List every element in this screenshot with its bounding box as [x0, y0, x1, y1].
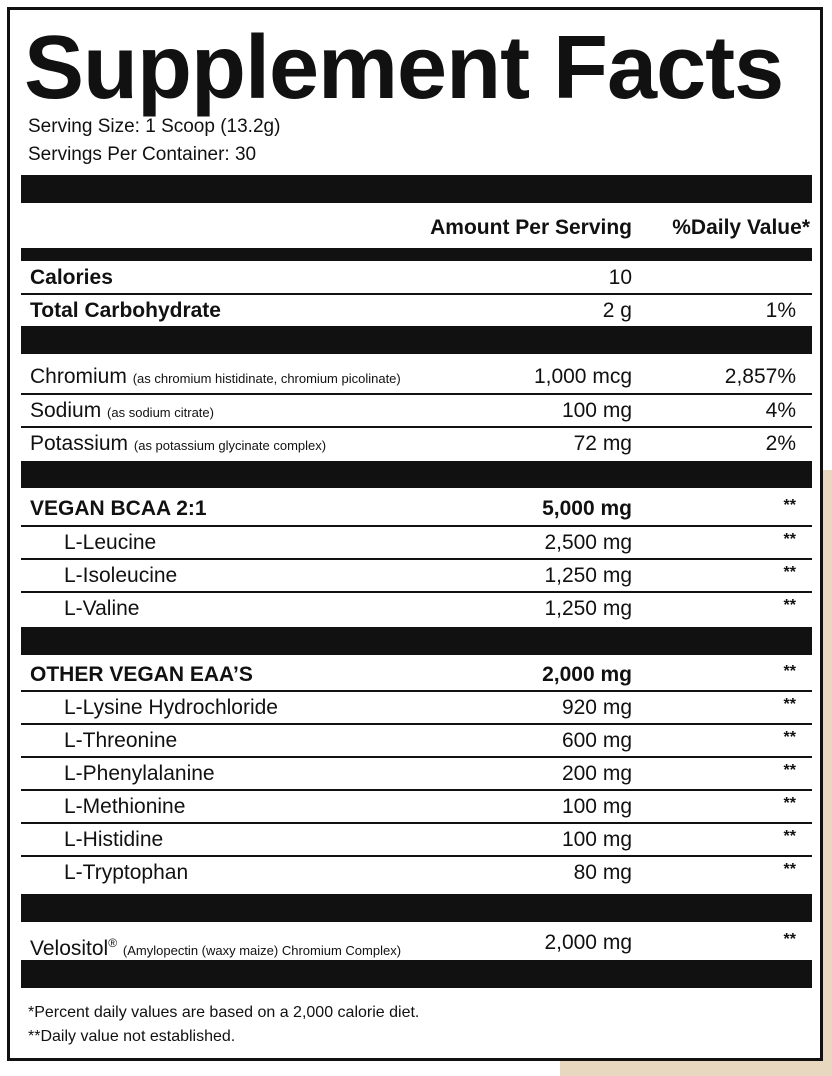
- ingredient-amount: 80 mg: [573, 861, 632, 884]
- nutrient-dv: 2,857%: [724, 365, 796, 388]
- daily-value-header: %Daily Value*: [672, 216, 810, 239]
- ingredient-row-threonine: [21, 726, 812, 756]
- ingredient-name: L-Isoleucine: [64, 564, 178, 587]
- ingredient-group-eaa: [21, 660, 812, 690]
- not-established-footnote: **Daily value not established.: [28, 1028, 236, 1045]
- ingredient-name: L-Lysine Hydrochloride: [64, 696, 278, 719]
- ingredient-row-tryptophan: [21, 858, 812, 888]
- nutrient-row-sodium: [21, 396, 812, 426]
- row-divider: [21, 822, 812, 824]
- thick-divider: [21, 461, 812, 488]
- registered-mark: ®: [108, 936, 118, 950]
- ingredient-name: L-Threonine: [64, 729, 178, 752]
- ingredient-amount: 2,000 mg: [542, 663, 632, 686]
- ingredient-amount: 1,250 mg: [544, 564, 632, 587]
- nutrient-dv: 1%: [765, 299, 796, 322]
- ingredient-amount: 100 mg: [561, 795, 632, 818]
- ingredient-name: OTHER VEGAN EAA’S: [30, 663, 253, 686]
- ingredient-name: L-Methionine: [64, 795, 186, 818]
- ingredient-row-isoleucine: [21, 561, 812, 591]
- amount-per-serving-header: Amount Per Serving: [430, 216, 632, 239]
- column-header: [21, 213, 812, 243]
- nutrient-row-carbohydrate: [21, 296, 812, 326]
- ingredient-dv: **: [783, 696, 796, 713]
- ingredient-dv: **: [783, 931, 796, 948]
- nutrient-name: Total Carbohydrate: [30, 299, 221, 322]
- servings-per-container: Servings Per Container: 30: [28, 144, 257, 165]
- serving-size: Serving Size: 1 Scoop (13.2g): [28, 116, 281, 137]
- nutrient-dv: 4%: [765, 399, 796, 422]
- row-divider: [21, 393, 812, 395]
- nutrient-name: Chromium (as chromium histidinate, chromium picolinate): [30, 365, 401, 388]
- ingredient-amount: 5,000 mg: [542, 497, 632, 520]
- thick-divider: [21, 326, 812, 354]
- ingredient-row-histidine: [21, 825, 812, 855]
- ingredient-dv: **: [783, 762, 796, 779]
- ingredient-dv: **: [783, 597, 796, 614]
- ingredient-row-velositol: [21, 928, 812, 958]
- ingredient-dv: **: [783, 729, 796, 746]
- nutrient-dv: 2%: [765, 432, 796, 455]
- daily-value-footnote: *Percent daily values are based on a 2,000 calorie diet.: [28, 1004, 420, 1021]
- thick-divider: [21, 175, 812, 203]
- nutrient-source-note: (as sodium citrate): [107, 405, 214, 420]
- ingredient-amount: 2,500 mg: [544, 531, 632, 554]
- ingredient-name: L-Valine: [64, 597, 140, 620]
- nutrient-amount: 2 g: [602, 299, 632, 322]
- nutrient-name: Sodium (as sodium citrate): [30, 399, 214, 422]
- ingredient-dv: **: [783, 861, 796, 878]
- ingredient-name: L-Histidine: [64, 828, 164, 851]
- ingredient-name: L-Tryptophan: [64, 861, 189, 884]
- row-divider: [21, 690, 812, 692]
- row-divider: [21, 756, 812, 758]
- ingredient-amount: 100 mg: [561, 828, 632, 851]
- nutrient-amount: 10: [608, 266, 632, 289]
- nutrient-row-calories: [21, 263, 812, 293]
- thick-divider: [21, 960, 812, 988]
- ingredient-amount: 1,250 mg: [544, 597, 632, 620]
- panel-title: Supplement Facts: [24, 18, 784, 118]
- ingredient-row-lysine: [21, 693, 812, 723]
- row-divider: [21, 558, 812, 560]
- ingredient-name: L-Leucine: [64, 531, 157, 554]
- row-divider: [21, 789, 812, 791]
- nutrient-row-chromium: [21, 362, 812, 392]
- ingredient-row-leucine: [21, 528, 812, 558]
- ingredient-row-methionine: [21, 792, 812, 822]
- row-divider: [21, 426, 812, 428]
- row-divider: [21, 525, 812, 527]
- ingredient-amount: 2,000 mg: [544, 931, 632, 954]
- ingredient-dv: **: [783, 663, 796, 680]
- medium-divider: [21, 248, 812, 261]
- ingredient-amount: 920 mg: [561, 696, 632, 719]
- row-divider: [21, 293, 812, 295]
- ingredient-name: VEGAN BCAA 2:1: [30, 497, 207, 520]
- ingredient-dv: **: [783, 497, 796, 514]
- ingredient-dv: **: [783, 795, 796, 812]
- ingredient-source-note: (Amylopectin (waxy maize) Chromium Complex): [122, 943, 402, 958]
- row-divider: [21, 591, 812, 593]
- ingredient-row-phenylalanine: [21, 759, 812, 789]
- ingredient-amount: 200 mg: [561, 762, 632, 785]
- thick-divider: [21, 894, 812, 922]
- nutrient-source-note: (as chromium histidinate, chromium picolinate): [132, 371, 401, 386]
- ingredient-amount: 600 mg: [561, 729, 632, 752]
- nutrient-amount: 1,000 mcg: [533, 365, 632, 388]
- supplement-facts-panel: [7, 7, 823, 1061]
- row-divider: [21, 723, 812, 725]
- thick-divider: [21, 627, 812, 655]
- nutrient-amount: 72 mg: [573, 432, 632, 455]
- nutrient-row-potassium: [21, 429, 812, 459]
- nutrient-source-note: (as potassium glycinate complex): [133, 438, 327, 453]
- row-divider: [21, 855, 812, 857]
- ingredient-group-bcaa: [21, 494, 812, 524]
- ingredient-name: L-Phenylalanine: [64, 762, 215, 785]
- nutrient-name: Potassium (as potassium glycinate complex): [30, 432, 327, 455]
- nutrient-name: Calories: [30, 266, 113, 289]
- ingredient-name: Velositol® (Amylopectin (waxy maize) Chromium Complex): [30, 936, 402, 960]
- ingredient-row-valine: [21, 594, 812, 624]
- ingredient-dv: **: [783, 531, 796, 548]
- nutrient-amount: 100 mg: [561, 399, 632, 422]
- ingredient-dv: **: [783, 564, 796, 581]
- ingredient-dv: **: [783, 828, 796, 845]
